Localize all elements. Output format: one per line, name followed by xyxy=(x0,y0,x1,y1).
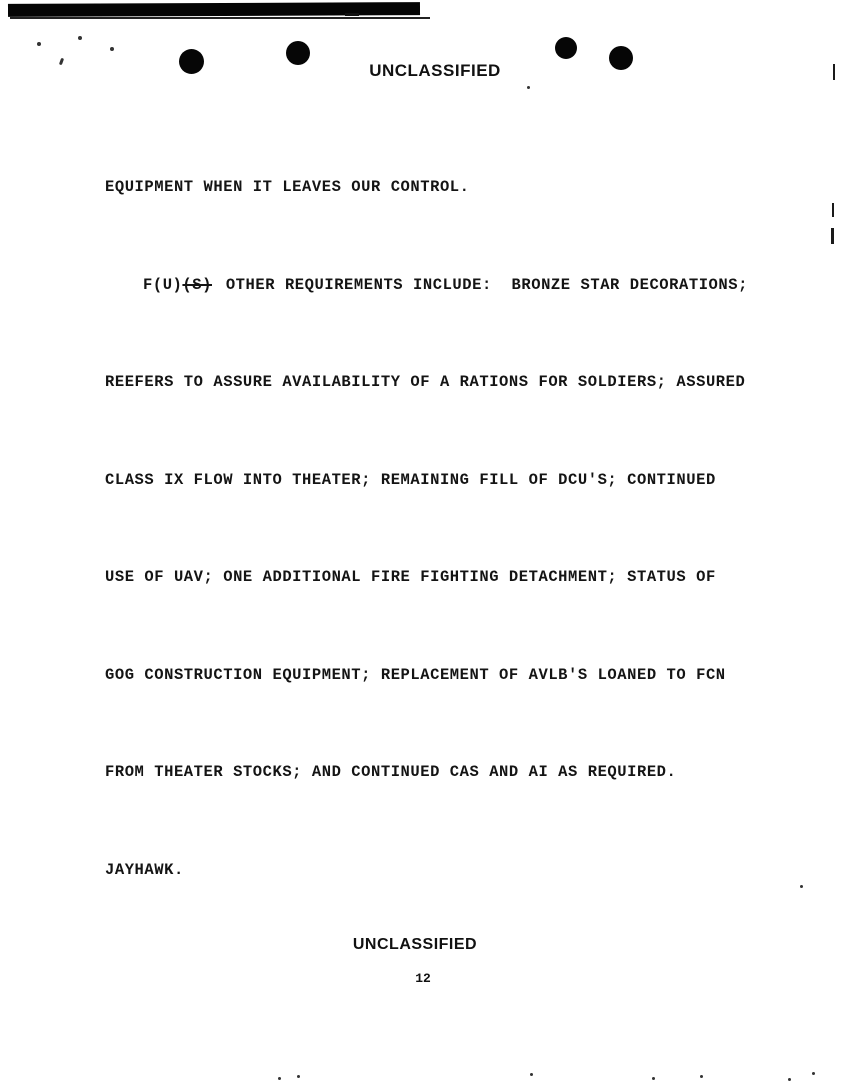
scan-speck xyxy=(78,36,82,40)
scan-speck xyxy=(110,47,114,51)
body-line: REEFERS TO ASSURE AVAILABILITY OF A RATIONS FOR SOLDIERS; ASSURED xyxy=(105,373,746,391)
header-classification-banner: UNCLASSIFIED xyxy=(369,61,501,80)
paragraph-label: F xyxy=(143,275,153,294)
body-line: CLASS IX FLOW INTO THEATER; REMAINING FILL OF DCU'S; CONTINUED xyxy=(105,470,716,489)
classification-marking-unclass: (U) xyxy=(152,275,183,294)
scan-speck xyxy=(788,1078,791,1081)
page-number: 12 xyxy=(415,971,431,986)
scan-artifact-tick xyxy=(345,13,359,16)
body-line: FROM THEATER STOCKS; AND CONTINUED CAS AND AI AS REQUIRED. xyxy=(105,763,677,781)
scan-speck xyxy=(812,1072,815,1075)
scan-speck xyxy=(700,1075,703,1078)
scan-speck xyxy=(527,86,530,89)
scan-speck xyxy=(297,1075,300,1078)
scan-speck xyxy=(278,1077,281,1080)
document-body xyxy=(105,106,785,951)
body-line: JAYHAWK. xyxy=(105,860,184,879)
scan-speck xyxy=(37,42,41,46)
body-line-para-f-text: OTHER REQUIREMENTS INCLUDE: BRONZE STAR DECORATIONS; xyxy=(215,275,748,294)
footer-classification-banner: UNCLASSIFIED xyxy=(352,936,478,953)
body-line: USE OF UAV; ONE ADDITIONAL FIRE FIGHTING DETACHMENT; STATUS OF xyxy=(105,568,716,586)
body-line: GOG CONSTRUCTION EQUIPMENT; REPLACEMENT OF AVLB'S LOANED TO FCN xyxy=(105,665,726,684)
ink-blot-dot xyxy=(555,37,577,59)
scan-edge-mark xyxy=(832,203,834,217)
scan-speck xyxy=(800,885,803,888)
scan-artifact-top-underline xyxy=(10,17,430,19)
scan-edge-mark xyxy=(831,228,834,244)
body-line-para-f xyxy=(105,269,785,302)
scan-speck xyxy=(530,1073,533,1076)
scan-speck xyxy=(652,1077,655,1080)
body-line-continuation: EQUIPMENT WHEN IT LEAVES OUR CONTROL. xyxy=(105,178,470,196)
classification-marking-struck: (S) xyxy=(182,275,212,294)
